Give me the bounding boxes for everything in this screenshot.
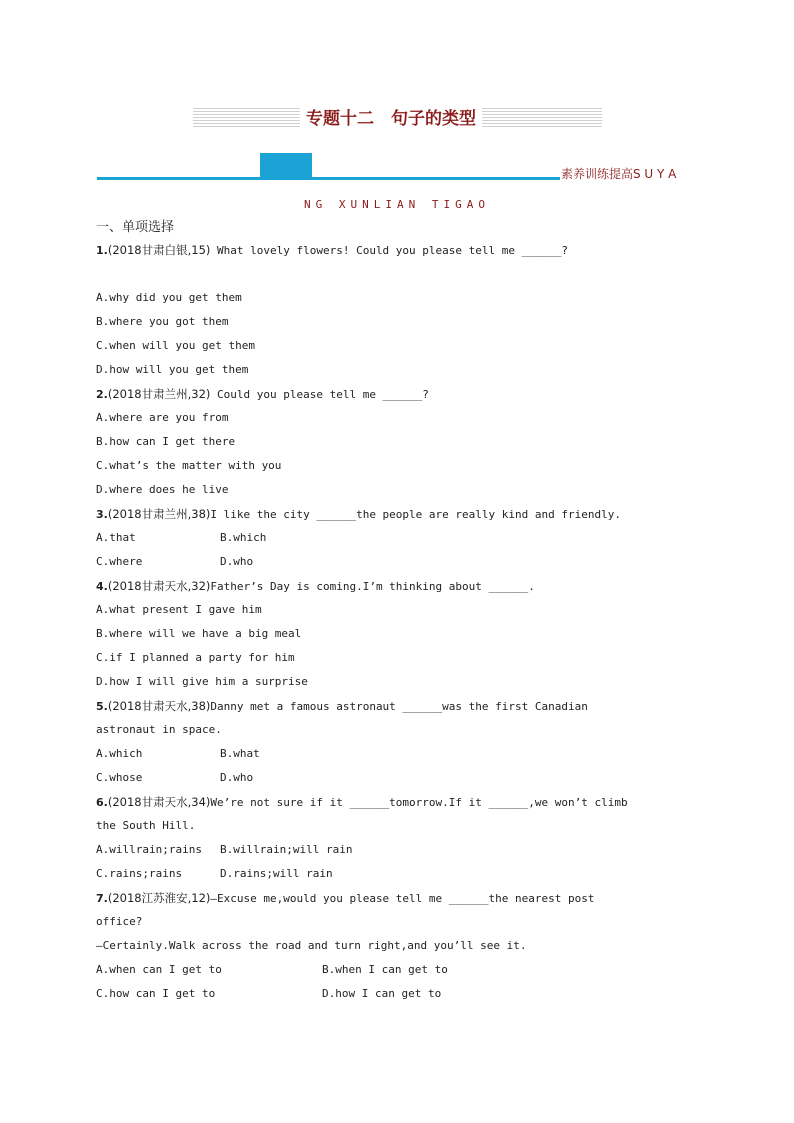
options-row (96, 958, 716, 982)
option-c: C.rains;rains (96, 867, 183, 880)
question-text-continued: the South Hill. (96, 819, 196, 832)
option-a: A.willrain;rains (96, 843, 202, 856)
question-number: 5. (96, 700, 108, 713)
banner-label-continued: NG XUNLIAN TIGAO (304, 198, 490, 211)
question-2 (96, 382, 716, 406)
option-c: C.whose (96, 771, 143, 784)
question-text: What lovely flowers! Could you please tell me ______? (210, 244, 568, 257)
question-text: We’re not sure if it ______tomorrow.If it ______,we won’t climb (210, 796, 628, 809)
question-number: 7. (96, 892, 108, 905)
question-3 (96, 502, 716, 526)
option-c: C.how can I get to (96, 987, 216, 1000)
option-d: D.how will you get them (96, 363, 249, 376)
option-a: A.what present I gave him (96, 603, 262, 616)
dialogue-reply: —Certainly.Walk across the road and turn right,and you’ll see it. (96, 939, 527, 952)
option-c: C.what’s the matter with you (96, 459, 282, 472)
question-source: (2018甘肃兰州,32) (107, 387, 211, 401)
option-b: B.how can I get there (96, 435, 236, 448)
question-5 (96, 694, 716, 718)
question-source: (2018甘肃兰州,38) (107, 507, 211, 521)
options-row (96, 550, 716, 574)
section-heading: 一、单项选择 (96, 220, 175, 235)
options-row (96, 838, 716, 862)
question-source: (2018甘肃白银,15) (107, 243, 211, 257)
banner-line (97, 177, 560, 180)
question-6 (96, 790, 716, 814)
question-1 (96, 238, 716, 262)
option-d: D.who (220, 771, 254, 784)
options-row (96, 766, 716, 790)
question-text-continued: astronaut in space. (96, 723, 222, 736)
option-a: A.which (96, 747, 143, 760)
question-number: 4. (96, 580, 108, 593)
banner-label: 素养训练提高S U Y A (561, 167, 677, 181)
options-row (96, 526, 716, 550)
page-title: 专题十二 句子的类型 (300, 108, 482, 130)
option-b: B.which (220, 531, 267, 544)
question-7 (96, 886, 716, 910)
question-source: (2018江苏淮安,12) (107, 891, 211, 905)
option-d: D.how I can get to (322, 987, 442, 1000)
question-text: —Excuse me,would you please tell me ______the nearest post (210, 892, 595, 905)
option-b: B.what (220, 747, 260, 760)
question-text: I like the city ______the people are really kind and friendly. (210, 508, 621, 521)
option-b: B.when I can get to (322, 963, 448, 976)
question-text: Father’s Day is coming.I’m thinking about ______. (210, 580, 535, 593)
question-number: 1. (96, 244, 108, 257)
options-row (96, 862, 716, 886)
option-a: A.where are you from (96, 411, 229, 424)
spacer (96, 262, 716, 286)
question-text-continued: office? (96, 915, 143, 928)
option-a: A.that (96, 531, 136, 544)
options-row (96, 742, 716, 766)
question-4 (96, 574, 716, 598)
option-d: D.who (220, 555, 254, 568)
option-c: C.if I planned a party for him (96, 651, 295, 664)
question-number: 3. (96, 508, 108, 521)
question-text: Danny met a famous astronaut ______was the first Canadian (210, 700, 588, 713)
option-c: C.where (96, 555, 143, 568)
option-d: D.rains;will rain (220, 867, 333, 880)
option-d: D.how I will give him a surprise (96, 675, 308, 688)
option-b: B.where you got them (96, 315, 229, 328)
question-source: (2018甘肃天水,32) (107, 579, 211, 593)
options-row (96, 982, 716, 1006)
question-number: 2. (96, 388, 108, 401)
question-list (96, 218, 716, 1006)
option-b: B.willrain;will rain (220, 843, 353, 856)
question-source: (2018甘肃天水,38) (107, 699, 211, 713)
option-d: D.where does he live (96, 483, 229, 496)
option-c: C.when will you get them (96, 339, 255, 352)
option-b: B.where will we have a big meal (96, 627, 302, 640)
question-source: (2018甘肃天水,34) (107, 795, 211, 809)
option-a: A.when can I get to (96, 963, 222, 976)
question-number: 6. (96, 796, 108, 809)
option-a: A.why did you get them (96, 291, 242, 304)
question-text: Could you please tell me ______? (210, 388, 429, 401)
banner-block (260, 153, 312, 178)
